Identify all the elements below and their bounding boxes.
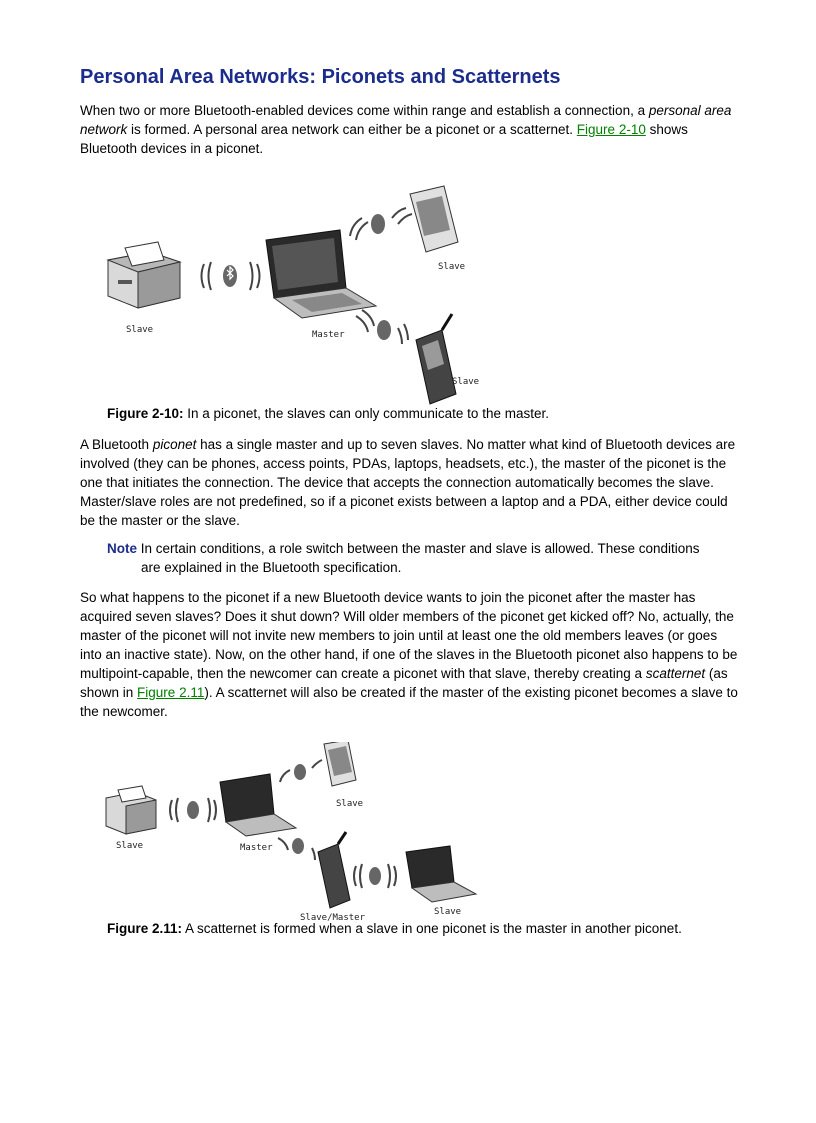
fig2-printer-label: Slave xyxy=(116,841,144,851)
figure-2-11-illustration xyxy=(100,742,500,922)
scatternet-paragraph xyxy=(80,588,740,721)
note-text-1: In certain conditions, a role switch between the master and slave is allowed. These conditions xyxy=(137,541,700,556)
intro-paragraph xyxy=(80,101,740,158)
para2-text-1: A Bluetooth xyxy=(80,437,153,452)
bluetooth-icon xyxy=(294,764,306,780)
page-title: Personal Area Networks: Piconets and Scatternets xyxy=(80,66,561,88)
bluetooth-icon xyxy=(369,867,381,885)
printer-illustration xyxy=(108,242,180,308)
figure-2-11-link[interactable]: Figure 2.11 xyxy=(137,685,205,700)
figure-2-10-link[interactable]: Figure 2-10 xyxy=(576,122,646,137)
phone-illustration xyxy=(318,832,350,908)
intro-text-3: shows Bluetooth devices in a piconet. xyxy=(80,122,688,156)
document-page xyxy=(80,62,740,936)
fig2-laptop2-label: Slave xyxy=(434,907,462,917)
para3-text-3: ). A scatternet will also be created if the master of the existing piconet becomes a slave to the newcomer. xyxy=(80,685,738,719)
intro-text-2: is formed. A personal area network can either be a piconet or a scatternet. xyxy=(127,122,577,137)
intro-text-1: When two or more Bluetooth-enabled devices come within range and establish a connection, a xyxy=(80,103,649,118)
para3-text-2: (as shown in xyxy=(80,666,728,700)
bluetooth-icon xyxy=(371,214,385,234)
fig2-laptop-label: Master xyxy=(240,843,273,853)
fig1-phone-label: Slave xyxy=(452,377,480,387)
caption-text: A scatternet is formed when a slave in one piconet is the master in another piconet. xyxy=(182,921,682,936)
caption-label: Figure 2.11: xyxy=(107,921,183,936)
caption-text: In a piconet, the slaves can only communicate to the master. xyxy=(183,406,549,421)
fig1-printer-label: Slave xyxy=(126,325,154,335)
piconet-paragraph xyxy=(80,435,740,530)
fig2-pda-label: Slave xyxy=(336,799,364,809)
note-text-2: are explained in the Bluetooth specification. xyxy=(141,560,402,575)
pda-illustration xyxy=(410,186,458,252)
note-label: Note xyxy=(107,541,137,556)
intro-em: personal area network xyxy=(80,103,732,137)
bluetooth-icon xyxy=(377,320,391,340)
laptop2-illustration xyxy=(406,846,476,902)
figure-2-11-caption xyxy=(107,919,682,938)
bluetooth-icon xyxy=(292,838,304,854)
bluetooth-icon xyxy=(187,801,199,819)
para3-text-1: So what happens to the piconet if a new Bluetooth device wants to join the piconet after the master has acquired seven slaves? Does it shut down? Will older members of the piconet get kicked off? No, actually, the master of the piconet will not invite new members to join until at least one the old members leaves (or goes into an inactive state). Now, on the other hand, if one of the slaves in the Bluetooth piconet also happens to be multipoint-capable, then the newcomer can create a piconet with that slave, thereby creating a xyxy=(80,590,738,681)
para2-text-2: has a single master and up to seven slaves. No matter what kind of Bluetooth devices are involved (they can be phones, access points, PDAs, laptops, headsets, etc.), the master of the piconet is the one that initiates the connection. The device that accepts the connection automatically becomes the slave. Master/slave roles are not predefined, so if a piconet exists between a laptop and a PDA, either device could be the master or the slave. xyxy=(80,437,736,528)
laptop-illustration xyxy=(266,230,376,318)
para2-em: piconet xyxy=(152,437,197,452)
phone-illustration xyxy=(416,314,456,404)
laptop-illustration xyxy=(220,774,296,836)
figure-2-10-illustration xyxy=(80,180,480,405)
note-block xyxy=(107,539,727,577)
bluetooth-icon xyxy=(223,265,237,287)
fig1-pda-label: Slave xyxy=(438,262,466,272)
fig1-laptop-label: Master xyxy=(312,330,345,340)
pda-illustration xyxy=(324,742,356,786)
fig2-phone-label: Slave/Master xyxy=(300,913,366,922)
printer-illustration xyxy=(106,786,156,834)
figure-2-10-caption xyxy=(107,404,549,423)
caption-label: Figure 2-10: xyxy=(107,406,184,421)
para3-em: scatternet xyxy=(645,666,706,681)
